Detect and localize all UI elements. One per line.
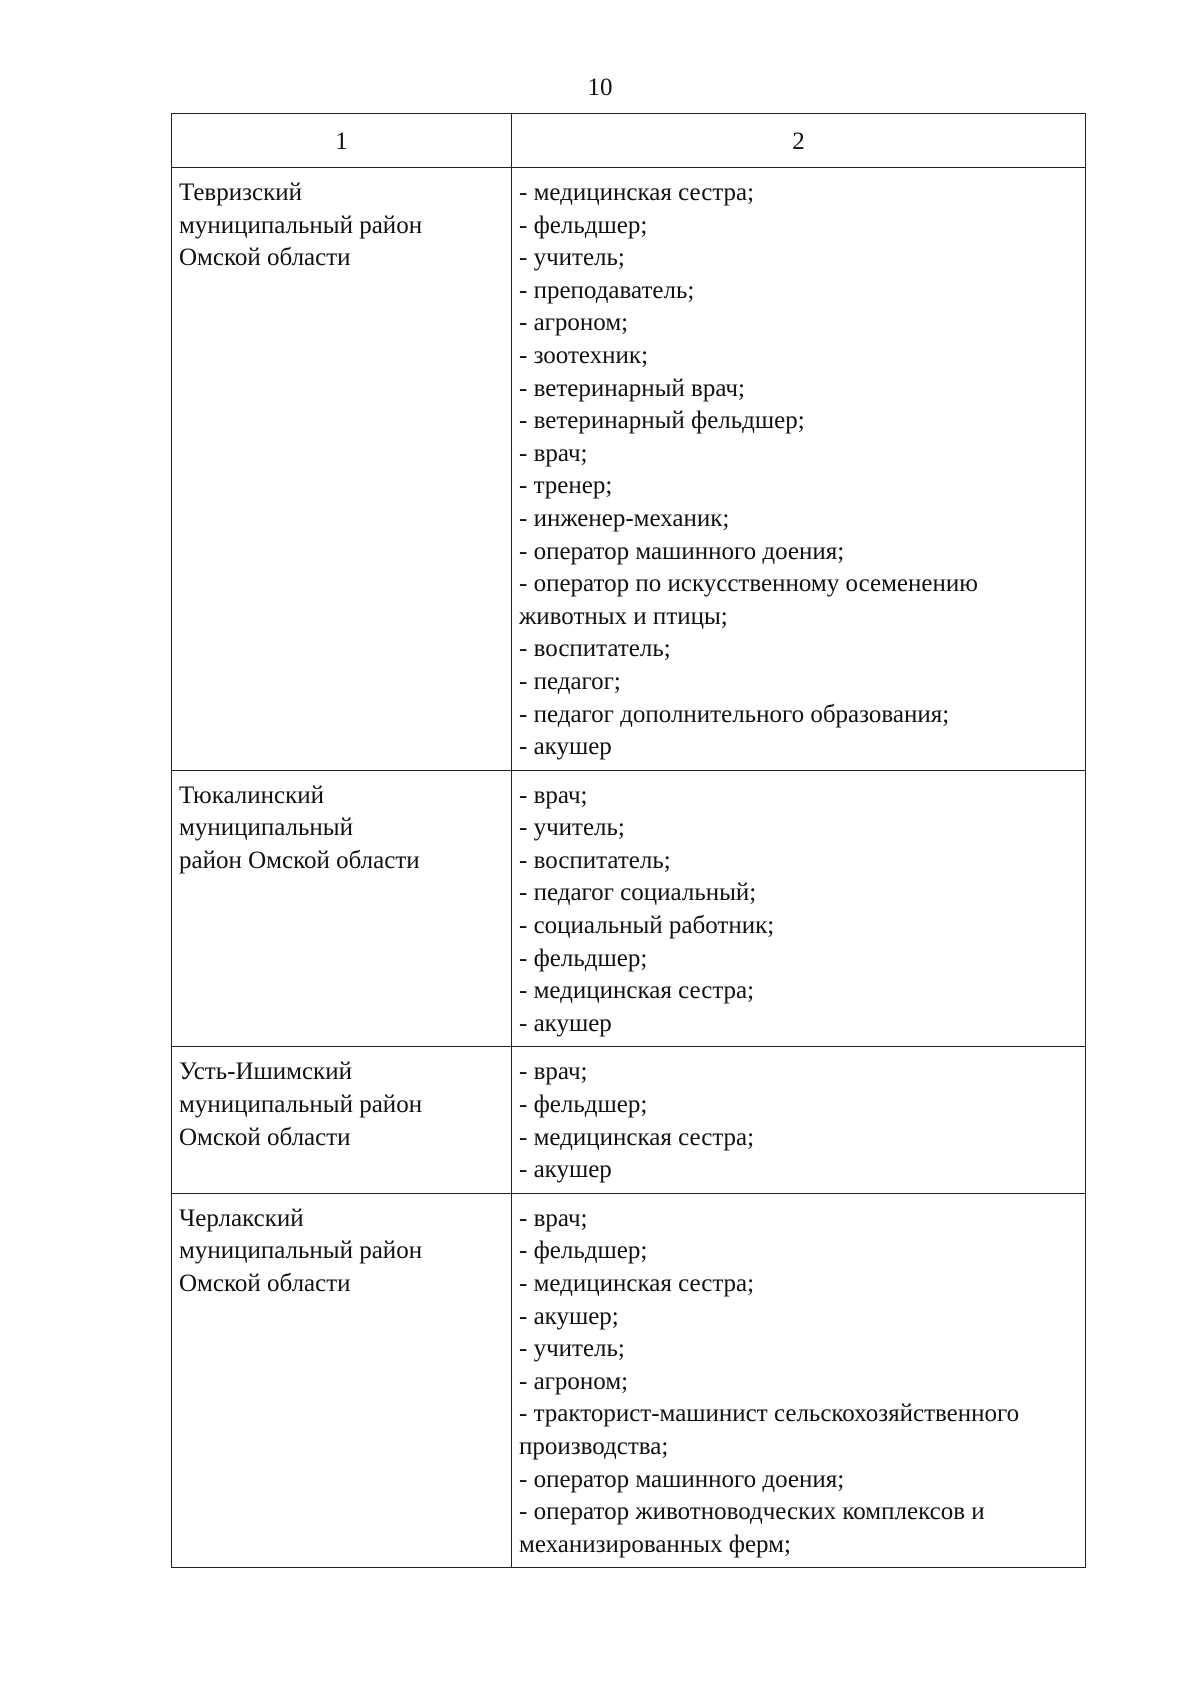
profession-item: - учитель; — [519, 1335, 625, 1363]
profession-item: - медицинская сестра; — [519, 179, 755, 206]
profession-item: - акушер — [519, 1156, 612, 1184]
district-cell — [172, 770, 512, 1047]
district-name-line: Усть-Ишимский — [179, 1058, 352, 1086]
district-name-line: Омской области — [179, 1270, 351, 1297]
district-name-line: Омской области — [179, 1123, 351, 1151]
table-row — [172, 770, 1086, 1047]
profession-item: - воспитатель; — [519, 846, 671, 874]
table-row — [172, 1193, 1086, 1568]
professions-cell — [512, 168, 1086, 771]
profession-item: - тракторист-машинист сельскохозяйственного производства; — [519, 1400, 1020, 1460]
table-row — [172, 168, 1086, 771]
column-header-1: 1 — [172, 114, 512, 168]
profession-item: - врач; — [519, 1204, 588, 1232]
district-name-line: муниципальный — [179, 814, 353, 842]
district-name-line: район Омской области — [179, 846, 420, 874]
profession-item: - фельдшер; — [519, 1237, 648, 1265]
profession-item: - социальный работник; — [519, 912, 775, 940]
districts-professions-table — [171, 113, 1086, 1568]
district-name — [179, 780, 505, 878]
district-name-line: Тевризский — [179, 179, 302, 206]
profession-item: - тренер; — [519, 472, 613, 500]
district-name — [179, 1203, 505, 1301]
profession-item: - оператор машинного доения; — [519, 1465, 845, 1493]
profession-item: - агроном; — [519, 309, 629, 337]
district-name-line: Черлакский — [179, 1204, 304, 1232]
district-cell — [172, 1193, 512, 1568]
profession-item: - учитель; — [519, 244, 625, 272]
district-name-line: муниципальный район — [179, 1237, 423, 1265]
profession-item: - учитель; — [519, 814, 625, 842]
district-name-line: муниципальный район — [179, 1091, 423, 1119]
profession-item: - оператор машинного доения; — [519, 537, 845, 565]
profession-item: - акушер; — [519, 1302, 619, 1330]
table-header-row — [172, 114, 1086, 168]
profession-item: - медицинская сестра; — [519, 1123, 755, 1151]
profession-item: - оператор по искусственному осеменению животных и птицы; — [519, 570, 978, 630]
profession-item: - акушер — [519, 1009, 612, 1037]
profession-item: - врач; — [519, 1058, 588, 1086]
profession-item: - зоотехник; — [519, 341, 649, 369]
professions-list — [519, 780, 1079, 1041]
district-cell — [172, 168, 512, 771]
profession-item: - ветеринарный фельдшер; — [519, 407, 805, 435]
profession-item: - акушер — [519, 733, 612, 761]
profession-item: - педагог дополнительного образования; — [519, 700, 950, 728]
professions-cell — [512, 1047, 1086, 1193]
column-header-2: 2 — [512, 114, 1086, 168]
profession-item: - врач; — [519, 781, 588, 809]
table-row — [172, 1047, 1086, 1193]
profession-item: - медицинская сестра; — [519, 977, 755, 1005]
profession-item: - агроном; — [519, 1367, 629, 1395]
profession-item: - воспитатель; — [519, 635, 671, 663]
profession-item: - педагог социальный; — [519, 879, 757, 907]
professions-cell — [512, 770, 1086, 1047]
district-name-line: Омской области — [179, 244, 351, 272]
profession-item: - инженер-механик; — [519, 504, 730, 532]
profession-item: - педагог; — [519, 667, 621, 695]
district-name — [179, 1056, 505, 1154]
profession-item: - фельдшер; — [519, 211, 648, 239]
district-name-line: муниципальный район — [179, 211, 423, 239]
professions-list — [519, 1203, 1079, 1562]
professions-list — [519, 177, 1079, 764]
profession-item: - фельдшер; — [519, 1091, 648, 1119]
page-number: 10 — [587, 74, 613, 101]
profession-item: - медицинская сестра; — [519, 1270, 755, 1297]
district-name — [179, 177, 505, 275]
profession-item: - ветеринарный врач; — [519, 374, 745, 402]
profession-item: - преподаватель; — [519, 276, 695, 304]
table-body — [172, 168, 1086, 1568]
district-cell — [172, 1047, 512, 1193]
profession-item: - оператор животноводческих комплексов и механизированных ферм; — [519, 1498, 985, 1558]
district-name-line: Тюкалинский — [179, 781, 325, 809]
profession-item: - фельдшер; — [519, 944, 648, 972]
professions-cell — [512, 1193, 1086, 1568]
profession-item: - врач; — [519, 439, 588, 467]
professions-list — [519, 1056, 1079, 1186]
